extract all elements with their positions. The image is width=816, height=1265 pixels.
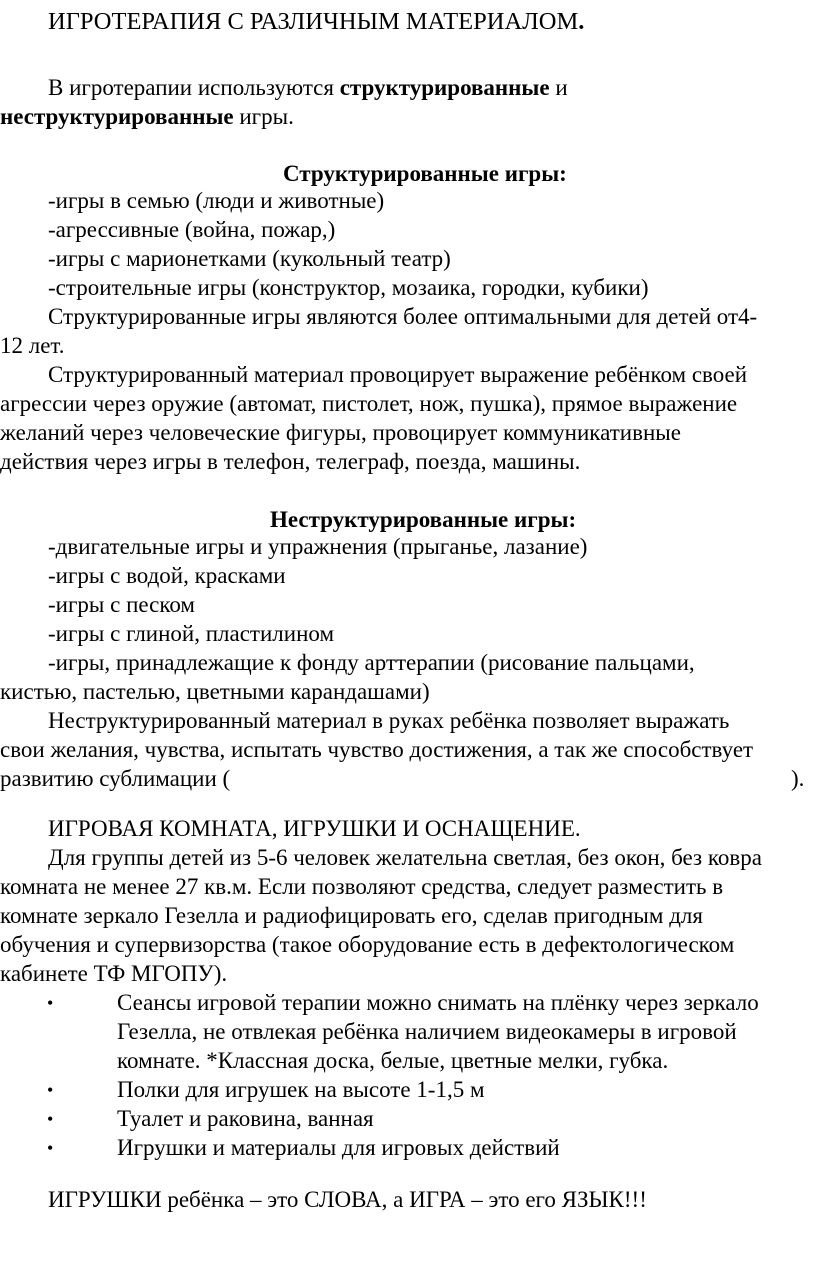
paragraph-line: комнате зеркало Гезелла и радиофицировать его, сделав пригодным для	[0, 903, 703, 928]
list-item: -агрессивные (война, пожар,)	[48, 217, 336, 242]
bullet-item-line: Игрушки и материалы для игровых действий	[117, 1135, 560, 1160]
intro-text: игры.	[233, 104, 294, 129]
paragraph-line: свои желания, чувства, испытать чувство достижения, а так же способствует	[0, 737, 754, 762]
intro-text: и	[549, 75, 568, 100]
paragraph-line: кабинете ТФ МГОПУ).	[0, 961, 228, 986]
title-text: ИГРОТЕРАПИЯ С РАЗЛИЧНЫМ МАТЕРИАЛОМ	[48, 8, 579, 35]
list-item: -игры с песком	[48, 592, 195, 617]
bullet-item-line: комнате. *Классная доска, белые, цветные мелки, губка.	[117, 1048, 669, 1073]
bullet-item-line: Полки для игрушек на высоте 1-1,5 м	[117, 1077, 485, 1102]
bullet-icon: •	[47, 1080, 54, 1100]
bullet-icon: •	[47, 1109, 54, 1129]
list-item: кистью, пастелью, цветными карандашами)	[0, 679, 430, 704]
paragraph-line: Структурированные игры являются более оптимальными для детей от4-	[48, 304, 758, 329]
paragraph-line: 12 лет.	[0, 333, 65, 358]
structured-heading: Структурированные игры:	[283, 161, 567, 186]
list-item: -игры с глиной, пластилином	[48, 621, 335, 646]
bullet-icon: •	[47, 1138, 54, 1158]
bullet-item-line: Туалет и раковина, ванная	[117, 1106, 374, 1131]
paragraph-line: комната не менее 27 кв.м. Если позволяют средства, следует разместить в	[0, 874, 724, 899]
room-heading: ИГРОВАЯ КОМНАТА, ИГРУШКИ И ОСНАЩЕНИЕ.	[48, 816, 581, 841]
paragraph-line: обучения и супервизорства (такое оборудование есть в дефектологическом	[0, 932, 735, 957]
intro-line-1	[48, 74, 568, 102]
list-item: -игры с водой, красками	[48, 563, 286, 588]
title-dot: .	[578, 8, 585, 35]
bullet-icon: •	[47, 993, 54, 1013]
paragraph-line: агрессии через оружие (автомат, пистолет, нож, пушка), прямое выражение	[0, 391, 738, 416]
paragraph-line: Структурированный материал провоцирует выражение ребёнком своей	[48, 362, 748, 387]
paragraph-line: Неструктурированный материал в руках ребёнка позволяет выражать	[48, 708, 730, 733]
intro-text: В игротерапии используются	[48, 75, 340, 100]
unstructured-heading: Неструктурированные игры:	[270, 507, 577, 532]
list-item: -игры в семью (люди и животные)	[48, 188, 385, 213]
intro-line-2	[0, 103, 294, 131]
intro-bold-unstructured: неструктурированные	[0, 104, 234, 129]
list-item: -игры, принадлежащие к фонду арттерапии (рисование пальцами,	[48, 650, 695, 675]
paragraph-line: Для группы детей из 5-6 человек желательна светлая, без окон, без ковра	[48, 845, 762, 870]
bullet-item-line: Сеансы игровой терапии можно снимать на плёнку через зеркало	[117, 990, 759, 1015]
paragraph-line: развитию сублимации (	[0, 766, 231, 791]
paragraph-line: действия через игры в телефон, телеграф, поезда, машины.	[0, 449, 581, 474]
list-item: -игры с марионетками (кукольный театр)	[48, 246, 451, 271]
closing-line: ИГРУШКИ ребёнка – это СЛОВА, а ИГРА – это его ЯЗЫК!!!	[48, 1187, 647, 1212]
intro-bold-structured: структурированные	[339, 75, 550, 100]
list-item: -двигательные игры и упражнения (прыганье, лазание)	[48, 534, 588, 559]
bullet-item-line: Гезелла, не отвлекая ребёнка наличием видеокамеры в игровой	[117, 1019, 737, 1044]
document-title	[48, 8, 584, 36]
list-item: -строительные игры (конструктор, мозаика, городки, кубики)	[48, 275, 649, 300]
paragraph-line: желаний через человеческие фигуры, провоцирует коммуникативные	[0, 420, 681, 445]
paragraph-line-end: ).	[791, 766, 805, 791]
